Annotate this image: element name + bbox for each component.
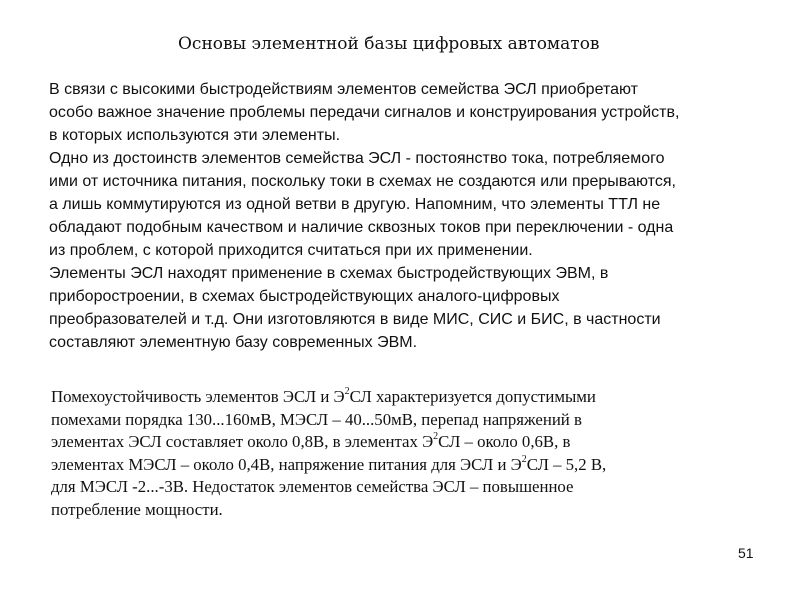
text-line — [51, 454, 751, 477]
superscript: 2 — [433, 431, 439, 443]
text-fragment: СЛ – около 0,6В, в — [438, 432, 571, 451]
text-line: приборостроении, в схемах быстродействующих аналого-цифровых — [49, 288, 560, 305]
text-line — [51, 431, 751, 454]
text-fragment: элементах МЭСЛ – около 0,4В, напряжение питания для ЭСЛ и Э — [51, 454, 522, 474]
text-line: для МЭСЛ -2...-3В. Недостаток элементов семейства ЭСЛ – повышенное — [51, 477, 574, 496]
paragraph-noise-immunity — [51, 386, 751, 521]
text-line: Элементы ЭСЛ находят применение в схемах быстродействующих ЭВМ, в — [49, 265, 609, 282]
text-line: преобразователей и т.д. Они изготовляются в виде МИС, СИС и БИС, в частности — [49, 311, 661, 328]
superscript: 2 — [344, 386, 350, 398]
text-line: обладают подобным качеством и наличие сквозных токов при переключении - одна — [49, 219, 674, 236]
text-line: ими от источника питания, поскольку токи в схемах не создаются или прерываются, — [49, 173, 676, 190]
text-fragment: элементах ЭСЛ составляет около 0,8В, в элементах Э — [51, 432, 434, 451]
superscript: 2 — [521, 453, 527, 465]
text-line: а лишь коммутируются из одной ветви в другую. Напомним, что элементы ТТЛ не — [49, 196, 661, 213]
text-fragment: СЛ характеризуется допустимыми — [349, 387, 596, 406]
paragraph-ecl-overview — [49, 78, 779, 354]
text-fragment: СЛ – 5,2 В, — [526, 454, 607, 474]
text-line: помехами порядка 130...160мВ, МЭСЛ – 40...50мВ, перепад напряжений в — [51, 409, 582, 429]
text-line: Одно из достоинств элементов семейства ЭСЛ - постоянство тока, потребляемого — [49, 150, 665, 167]
text-line: потребление мощности. — [51, 499, 223, 519]
text-line: в которых используются эти элементы. — [49, 127, 341, 144]
page-number: 51 — [738, 545, 754, 561]
text-line — [51, 386, 751, 409]
text-line: В связи с высокими быстродействиям элементов семейства ЭСЛ приобретают — [49, 81, 638, 98]
text-line: составляют элементную базу современных ЭВМ. — [49, 334, 418, 351]
text-fragment: Помехоустойчивость элементов ЭСЛ и Э — [51, 387, 345, 406]
slide-title: Основы элементной базы цифровых автоматов — [178, 34, 600, 54]
text-line: из проблем, с которой приходится считаться при их применении. — [49, 242, 533, 259]
text-line: особо важное значение проблемы передачи сигналов и конструирования устройств, — [49, 104, 680, 121]
